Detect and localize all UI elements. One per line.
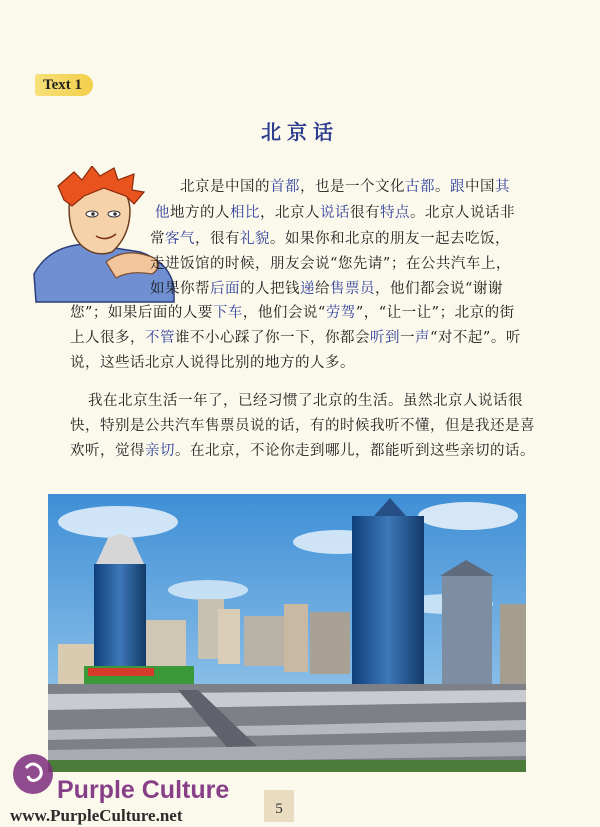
- text-segment: 给: [315, 281, 330, 297]
- vocab-word: 亲切: [145, 443, 175, 459]
- watermark-name: Purple Culture: [57, 776, 230, 804]
- text-segment: 北京是中国的: [180, 179, 270, 195]
- text-segment: 。: [435, 179, 450, 195]
- vocab-word: 古都: [405, 179, 435, 195]
- text-segment: 说，这些话北京人说得比别的地方的人多。: [70, 355, 355, 371]
- text-segment: ”，“让一让”；北京的街: [355, 305, 515, 321]
- text-line: [70, 306, 515, 321]
- text-line: [180, 180, 510, 195]
- text-segment: 欢听，觉得: [70, 443, 145, 459]
- text-line: [70, 331, 521, 346]
- watermark-url: www.PurpleCulture.net: [10, 806, 183, 825]
- lesson-title: 北京话: [261, 120, 339, 144]
- vocab-word: 听到: [370, 330, 400, 346]
- text-line: [150, 257, 511, 272]
- text-line: [70, 419, 535, 434]
- vocab-word: 其: [495, 179, 510, 195]
- text-line: [155, 206, 515, 221]
- text-line: [88, 394, 523, 409]
- text-segment: 谁不小心踩了你一下，你都会: [175, 330, 370, 346]
- text-segment: 上人很多，: [70, 330, 145, 346]
- text-segment: 。北京人说话非: [410, 205, 515, 221]
- page-number: 5: [275, 801, 283, 817]
- text-segment: ，他们都会说“谢谢: [375, 281, 503, 297]
- text-segment: ，很有: [195, 231, 240, 247]
- lesson-tag: [35, 74, 93, 96]
- vocab-word: 下车: [212, 305, 243, 321]
- vocab-word: 不管: [145, 330, 175, 346]
- page-number-box: [264, 790, 294, 822]
- text-segment: 快，特别是公共汽车售票员说的话，有的时候我听不懂，但是我还是喜: [70, 418, 535, 434]
- text-segment: 的人把钱: [240, 281, 300, 297]
- vocab-word: 后面: [210, 281, 240, 297]
- text-segment: 。如果你和北京的朋友一起去吃饭，: [270, 231, 510, 247]
- vocab-word: 劳驾: [325, 305, 356, 321]
- text-segment: ，也是一个文化: [300, 179, 405, 195]
- text-segment: ，他们会说“: [242, 305, 326, 321]
- text-segment: “对不起”。听: [430, 330, 521, 346]
- text-segment: 很有: [350, 205, 380, 221]
- vocab-word: 售票员: [330, 281, 375, 297]
- vocab-word: 首都: [270, 179, 300, 195]
- text-line: [70, 444, 535, 459]
- text-line: [150, 232, 510, 247]
- beijing-skyline-photo: [48, 494, 526, 772]
- vocab-word: 特点: [380, 205, 410, 221]
- text-segment: 常: [150, 231, 165, 247]
- vocab-word: 他: [155, 205, 170, 221]
- text-segment: 。在北京，不论你走到哪儿，都能听到这些亲切的话。: [175, 443, 535, 459]
- text-segment: ，北京人: [260, 205, 320, 221]
- vocab-word: 客气: [165, 231, 195, 247]
- purple-culture-watermark: [10, 750, 250, 825]
- vocab-word: 跟: [450, 179, 465, 195]
- lesson-tag-label: Text 1: [43, 77, 83, 93]
- text-segment: 我在北京生活一年了，已经习惯了北京的生活。虽然北京人说话很: [88, 393, 523, 409]
- vocab-word: 说话: [320, 205, 350, 221]
- purple-culture-logo-icon: [10, 750, 56, 798]
- vocab-word: 礼貌: [240, 231, 270, 247]
- vocab-word: 递: [300, 281, 315, 297]
- text-segment: 中国: [465, 179, 495, 195]
- text-line: [70, 356, 355, 371]
- text-segment: 地方的人: [170, 205, 230, 221]
- text-segment: 如果你帮: [150, 281, 210, 297]
- vocab-word: 声: [415, 330, 430, 346]
- text-segment: 走进饭馆的时候，朋友会说“您先请”；在公共汽车上，: [150, 256, 511, 272]
- text-segment: 您”；如果后面的人要: [70, 305, 213, 321]
- vocab-word: 相比: [230, 205, 260, 221]
- text-segment: 一: [400, 330, 415, 346]
- text-line: [150, 282, 503, 297]
